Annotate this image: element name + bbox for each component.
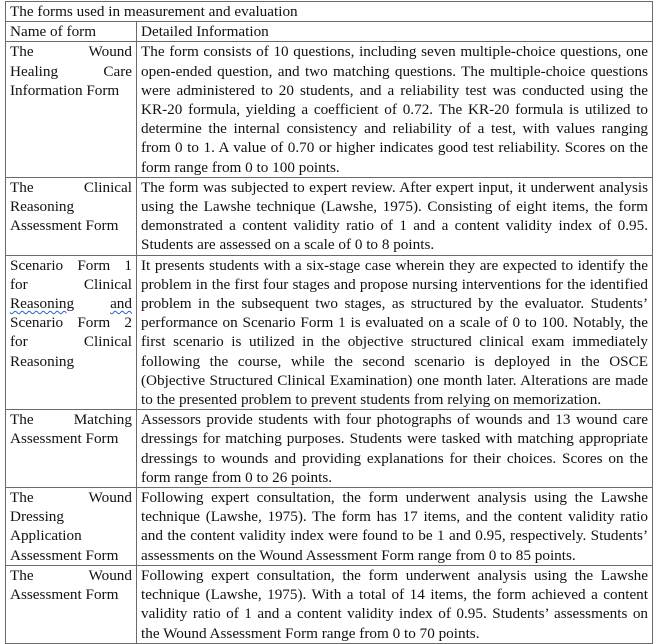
form-name-cell: The Wound Dressing Application Assessment Form [6, 488, 137, 566]
form-info-cell: Following expert consultation, the form underwent analysis using the Lawshe technique (Lawshe, 1975). With a total of 14 items, the form achieved a content validity ratio of 1 and a content validity index of 0.95. Students’ assessments on the Wound Assessment Form range from 0 to 70 points. [137, 565, 653, 643]
form-info-cell: Assessors provide students with four photographs of wounds and 13 wound care dressings for matching purposes. Students were tasked with matching appropriate dressings to wounds and providing explanations for their choices. Scores on the form range from 0 to 26 points. [137, 410, 653, 488]
form-name-cell: The Matching Assessment Form [6, 410, 137, 488]
table-row [6, 42, 653, 177]
table-title-row [6, 2, 653, 22]
table-header-row [6, 22, 653, 42]
forms-table [5, 1, 653, 644]
form-info-cell: The form consists of 10 questions, including seven multiple-choice questions, one open-ended question, and two matching questions. The multiple-choice questions were administered to 20 students, and a reliability test was conducted using the KR-20 formula, yielding a coefficient of 0.72. The KR-20 formula is utilized to determine the internal consistency and reliability of a test, with values ranging from 0 to 1. A value of 0.70 or higher indicates good test reliability. Scores on the form range from 0 to 100 points. [137, 42, 653, 177]
column-header-name: Name of form [6, 22, 137, 42]
form-name-cell: The Clinical Reasoning Assessment Form [6, 177, 137, 255]
form-name-cell: The Wound Assessment Form [6, 565, 137, 643]
table-row [6, 565, 653, 643]
spellcheck-underlined-word[interactable]: Reasoning [10, 295, 75, 313]
name-text [74, 295, 110, 312]
form-name-cell [6, 255, 137, 410]
name-text: Scenario Form 1 for Clinical [10, 256, 132, 293]
form-info-cell: The form was subjected to expert review. After expert input, it underwent analysis using the Lawshe technique (Lawshe, 1975). Consisting of eight items, the form demonstrated a content validity ratio of 1 and a content validity index of 0.95. Students are assessed on a scale of 0 to 8 points. [137, 177, 653, 255]
table-row [6, 410, 653, 488]
table-row [6, 488, 653, 566]
name-text: Scenario Form 2 for Clinical Reasoning [10, 314, 132, 370]
column-header-info: Detailed Information [137, 22, 653, 42]
form-info-cell: Following expert consultation, the form underwent analysis using the Lawshe technique (Lawshe, 1975). The form has 17 items, and the content validity ratio and the content validity index were found to be 1 and 0.95, respectively. Students’ assessments on the Wound Assessment Form range from 0 to 85 points. [137, 488, 653, 566]
table-row [6, 255, 653, 410]
form-name-cell: The Wound Healing Care Information Form [6, 42, 137, 177]
table-title: The forms used in measurement and evaluation [6, 2, 653, 22]
spellcheck-underlined-word[interactable]: and [110, 295, 132, 313]
form-info-cell: It presents students with a six-stage case wherein they are expected to identify the problem in the first four stages and propose nursing interventions for the identified problem in the subsequent two stages, as structured by the evaluator. Students’ performance on Scenario Form 1 is evaluated on a scale of 0 to 100. Notably, the first scenario is utilized in the objective structured clinical exam immediately following the course, while the second scenario is deployed in the OSCE (Objective Structured Clinical Examination) one month later. Alterations are made to the presented problem to prevent students from relying on memorization. [137, 255, 653, 410]
table-row [6, 177, 653, 255]
